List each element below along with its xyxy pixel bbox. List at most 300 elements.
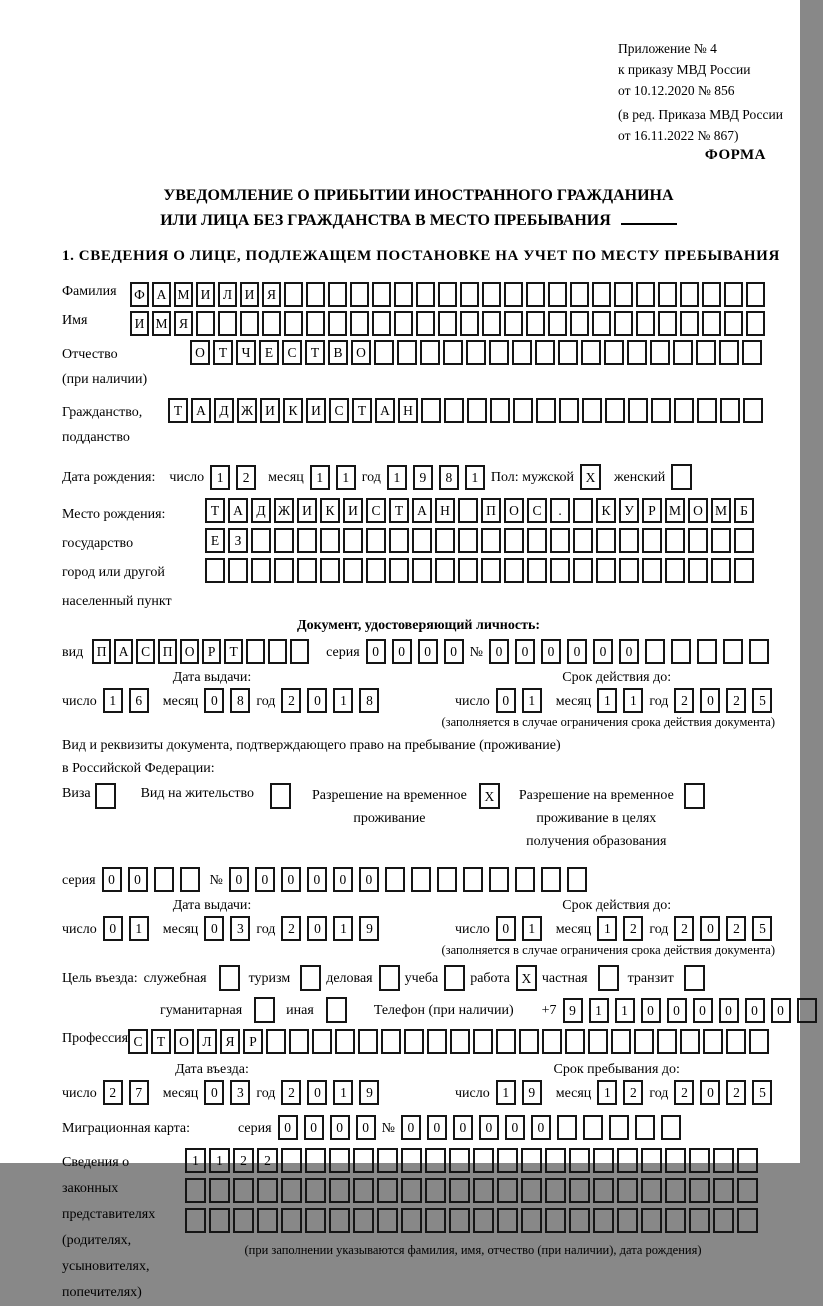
- char-box[interactable]: 0: [541, 639, 561, 664]
- char-box[interactable]: [372, 311, 391, 336]
- char-box[interactable]: Я: [262, 282, 281, 307]
- char-box[interactable]: [284, 311, 303, 336]
- char-box[interactable]: А: [114, 639, 133, 664]
- migration-series-boxes[interactable]: [278, 1115, 382, 1140]
- char-box[interactable]: [592, 282, 611, 307]
- birthplace-boxes-row2[interactable]: [205, 528, 757, 553]
- char-box[interactable]: [460, 311, 479, 336]
- char-box[interactable]: [593, 1148, 614, 1173]
- char-box[interactable]: А: [375, 398, 395, 423]
- char-box[interactable]: [185, 1208, 206, 1233]
- char-box[interactable]: [421, 398, 441, 423]
- char-box[interactable]: О: [688, 498, 708, 523]
- char-box[interactable]: 3: [230, 916, 250, 941]
- char-box[interactable]: [233, 1178, 254, 1203]
- char-box[interactable]: [377, 1178, 398, 1203]
- char-box[interactable]: И: [240, 282, 259, 307]
- purpose-humanitarian-checkbox[interactable]: [254, 997, 278, 1023]
- char-box[interactable]: [657, 1029, 677, 1054]
- char-box[interactable]: 9: [359, 1080, 379, 1105]
- char-box[interactable]: [611, 1029, 631, 1054]
- char-box[interactable]: [366, 558, 386, 583]
- char-box[interactable]: С: [527, 498, 547, 523]
- char-box[interactable]: [596, 558, 616, 583]
- char-box[interactable]: [401, 1208, 422, 1233]
- stay-year-boxes[interactable]: [674, 1080, 778, 1105]
- char-box[interactable]: [305, 1208, 326, 1233]
- char-box[interactable]: [627, 340, 647, 365]
- char-box[interactable]: [95, 783, 116, 809]
- char-box[interactable]: П: [158, 639, 177, 664]
- char-box[interactable]: О: [504, 498, 524, 523]
- char-box[interactable]: [737, 1178, 758, 1203]
- char-box[interactable]: 0: [427, 1115, 447, 1140]
- char-box[interactable]: 1: [129, 916, 149, 941]
- sex-male-checkbox[interactable]: [580, 464, 604, 490]
- purpose-tourism-checkbox[interactable]: [300, 965, 324, 991]
- char-box[interactable]: [526, 282, 545, 307]
- entry-month-boxes[interactable]: [204, 1080, 256, 1105]
- char-box[interactable]: [300, 965, 321, 991]
- char-box[interactable]: 0: [128, 867, 148, 892]
- char-box[interactable]: [281, 1148, 302, 1173]
- char-box[interactable]: И: [343, 498, 363, 523]
- char-box[interactable]: [412, 528, 432, 553]
- char-box[interactable]: [567, 867, 587, 892]
- char-box[interactable]: [320, 558, 340, 583]
- char-box[interactable]: В: [328, 340, 348, 365]
- char-box[interactable]: [268, 639, 287, 664]
- char-box[interactable]: [389, 558, 409, 583]
- char-box[interactable]: [665, 558, 685, 583]
- char-box[interactable]: К: [596, 498, 616, 523]
- char-box[interactable]: 0: [479, 1115, 499, 1140]
- char-box[interactable]: [489, 867, 509, 892]
- char-box[interactable]: [702, 311, 721, 336]
- char-box[interactable]: [545, 1208, 566, 1233]
- char-box[interactable]: [723, 639, 743, 664]
- char-box[interactable]: [290, 639, 309, 664]
- char-box[interactable]: [329, 1148, 350, 1173]
- char-box[interactable]: [443, 340, 463, 365]
- char-box[interactable]: [481, 558, 501, 583]
- purpose-work-checkbox[interactable]: [516, 965, 540, 991]
- char-box[interactable]: 0: [567, 639, 587, 664]
- char-box[interactable]: [389, 528, 409, 553]
- char-box[interactable]: 2: [623, 1080, 643, 1105]
- char-box[interactable]: [444, 965, 465, 991]
- char-box[interactable]: [713, 1178, 734, 1203]
- char-box[interactable]: [420, 340, 440, 365]
- char-box[interactable]: [711, 558, 731, 583]
- char-box[interactable]: [617, 1148, 638, 1173]
- char-box[interactable]: 1: [185, 1148, 206, 1173]
- char-box[interactable]: 1: [333, 688, 353, 713]
- char-box[interactable]: [425, 1208, 446, 1233]
- char-box[interactable]: [343, 558, 363, 583]
- char-box[interactable]: [473, 1208, 494, 1233]
- entry-day-boxes[interactable]: [103, 1080, 155, 1105]
- expiry-day-boxes[interactable]: [496, 688, 548, 713]
- residence-issue-month-boxes[interactable]: [204, 916, 256, 941]
- residence-number-boxes[interactable]: [229, 867, 593, 892]
- char-box[interactable]: [688, 558, 708, 583]
- char-box[interactable]: С: [282, 340, 302, 365]
- char-box[interactable]: 0: [531, 1115, 551, 1140]
- char-box[interactable]: [617, 1208, 638, 1233]
- char-box[interactable]: [460, 282, 479, 307]
- char-box[interactable]: [619, 558, 639, 583]
- char-box[interactable]: 0: [392, 639, 412, 664]
- char-box[interactable]: С: [136, 639, 155, 664]
- char-box[interactable]: X: [479, 783, 500, 809]
- char-box[interactable]: М: [152, 311, 171, 336]
- birthplace-boxes-row3[interactable]: [205, 558, 757, 583]
- char-box[interactable]: [573, 558, 593, 583]
- char-box[interactable]: [458, 558, 478, 583]
- char-box[interactable]: [297, 528, 317, 553]
- char-box[interactable]: [526, 311, 545, 336]
- char-box[interactable]: [573, 498, 593, 523]
- char-box[interactable]: [743, 398, 763, 423]
- char-box[interactable]: [689, 1178, 710, 1203]
- char-box[interactable]: Е: [259, 340, 279, 365]
- char-box[interactable]: [467, 398, 487, 423]
- char-box[interactable]: О: [351, 340, 371, 365]
- char-box[interactable]: 2: [103, 1080, 123, 1105]
- char-box[interactable]: 0: [619, 639, 639, 664]
- char-box[interactable]: [185, 1178, 206, 1203]
- char-box[interactable]: 0: [356, 1115, 376, 1140]
- purpose-business-checkbox[interactable]: [219, 965, 243, 991]
- char-box[interactable]: 1: [597, 688, 617, 713]
- char-box[interactable]: [284, 282, 303, 307]
- char-box[interactable]: [274, 528, 294, 553]
- char-box[interactable]: [548, 282, 567, 307]
- residence-expiry-day-boxes[interactable]: [496, 916, 548, 941]
- char-box[interactable]: [665, 528, 685, 553]
- char-box[interactable]: [270, 783, 291, 809]
- char-box[interactable]: У: [619, 498, 639, 523]
- char-box[interactable]: [251, 528, 271, 553]
- char-box[interactable]: 0: [281, 867, 301, 892]
- char-box[interactable]: 1: [496, 1080, 516, 1105]
- char-box[interactable]: [605, 398, 625, 423]
- char-box[interactable]: [463, 867, 483, 892]
- char-box[interactable]: [401, 1148, 422, 1173]
- char-box[interactable]: 0: [333, 867, 353, 892]
- char-box[interactable]: [437, 867, 457, 892]
- char-box[interactable]: И: [260, 398, 280, 423]
- char-box[interactable]: [458, 528, 478, 553]
- char-box[interactable]: [473, 1148, 494, 1173]
- char-box[interactable]: К: [283, 398, 303, 423]
- char-box[interactable]: [527, 528, 547, 553]
- representatives-boxes-row1[interactable]: [185, 1148, 761, 1173]
- char-box[interactable]: 0: [453, 1115, 473, 1140]
- char-box[interactable]: [665, 1148, 686, 1173]
- char-box[interactable]: [504, 282, 523, 307]
- char-box[interactable]: [504, 311, 523, 336]
- char-box[interactable]: 2: [233, 1148, 254, 1173]
- char-box[interactable]: [251, 558, 271, 583]
- char-box[interactable]: [425, 1148, 446, 1173]
- char-box[interactable]: [473, 1029, 493, 1054]
- char-box[interactable]: [196, 311, 215, 336]
- char-box[interactable]: 9: [563, 998, 583, 1023]
- doc-number-boxes[interactable]: [489, 639, 775, 664]
- char-box[interactable]: Р: [243, 1029, 263, 1054]
- char-box[interactable]: [665, 1178, 686, 1203]
- char-box[interactable]: 0: [593, 639, 613, 664]
- char-box[interactable]: [180, 867, 200, 892]
- char-box[interactable]: [713, 1148, 734, 1173]
- char-box[interactable]: [550, 558, 570, 583]
- char-box[interactable]: [684, 783, 705, 809]
- char-box[interactable]: [688, 528, 708, 553]
- char-box[interactable]: Т: [389, 498, 409, 523]
- char-box[interactable]: [641, 1208, 662, 1233]
- char-box[interactable]: [734, 528, 754, 553]
- char-box[interactable]: [335, 1029, 355, 1054]
- char-box[interactable]: 0: [255, 867, 275, 892]
- char-box[interactable]: [482, 282, 501, 307]
- char-box[interactable]: 0: [719, 998, 739, 1023]
- char-box[interactable]: [570, 311, 589, 336]
- char-box[interactable]: [326, 997, 347, 1023]
- char-box[interactable]: А: [228, 498, 248, 523]
- char-box[interactable]: 0: [330, 1115, 350, 1140]
- char-box[interactable]: П: [481, 498, 501, 523]
- visa-checkbox[interactable]: [95, 783, 119, 809]
- char-box[interactable]: [558, 340, 578, 365]
- char-box[interactable]: [680, 282, 699, 307]
- char-box[interactable]: [749, 639, 769, 664]
- char-box[interactable]: [257, 1208, 278, 1233]
- char-box[interactable]: [689, 1148, 710, 1173]
- char-box[interactable]: [609, 1115, 629, 1140]
- char-box[interactable]: 1: [387, 465, 407, 490]
- char-box[interactable]: С: [366, 498, 386, 523]
- char-box[interactable]: [570, 282, 589, 307]
- expiry-month-boxes[interactable]: [597, 688, 649, 713]
- char-box[interactable]: [416, 311, 435, 336]
- char-box[interactable]: [661, 1115, 681, 1140]
- birth-day-boxes[interactable]: [210, 465, 262, 490]
- char-box[interactable]: 0: [278, 1115, 298, 1140]
- char-box[interactable]: И: [196, 282, 215, 307]
- char-box[interactable]: [614, 311, 633, 336]
- char-box[interactable]: [658, 282, 677, 307]
- char-box[interactable]: О: [190, 340, 210, 365]
- char-box[interactable]: [541, 867, 561, 892]
- char-box[interactable]: [680, 311, 699, 336]
- char-box[interactable]: [642, 558, 662, 583]
- char-box[interactable]: [377, 1148, 398, 1173]
- char-box[interactable]: [320, 528, 340, 553]
- char-box[interactable]: [209, 1208, 230, 1233]
- char-box[interactable]: 9: [413, 465, 433, 490]
- char-box[interactable]: 0: [307, 1080, 327, 1105]
- phone-boxes[interactable]: [563, 998, 823, 1023]
- char-box[interactable]: [689, 1208, 710, 1233]
- char-box[interactable]: [444, 398, 464, 423]
- char-box[interactable]: [515, 867, 535, 892]
- issue-day-boxes[interactable]: [103, 688, 155, 713]
- char-box[interactable]: [711, 528, 731, 553]
- char-box[interactable]: 2: [623, 916, 643, 941]
- char-box[interactable]: [696, 340, 716, 365]
- char-box[interactable]: [719, 340, 739, 365]
- char-box[interactable]: [504, 528, 524, 553]
- char-box[interactable]: [569, 1178, 590, 1203]
- char-box[interactable]: 0: [496, 916, 516, 941]
- issue-month-boxes[interactable]: [204, 688, 256, 713]
- birth-month-boxes[interactable]: [310, 465, 362, 490]
- char-box[interactable]: [521, 1148, 542, 1173]
- char-box[interactable]: [466, 340, 486, 365]
- char-box[interactable]: [374, 340, 394, 365]
- char-box[interactable]: [458, 498, 478, 523]
- char-box[interactable]: 0: [418, 639, 438, 664]
- char-box[interactable]: [297, 558, 317, 583]
- char-box[interactable]: [377, 1208, 398, 1233]
- char-box[interactable]: Е: [205, 528, 225, 553]
- char-box[interactable]: [449, 1148, 470, 1173]
- char-box[interactable]: [617, 1178, 638, 1203]
- char-box[interactable]: 3: [230, 1080, 250, 1105]
- char-box[interactable]: [545, 1178, 566, 1203]
- char-box[interactable]: Н: [435, 498, 455, 523]
- char-box[interactable]: Я: [220, 1029, 240, 1054]
- char-box[interactable]: [749, 1029, 769, 1054]
- char-box[interactable]: [697, 639, 717, 664]
- char-box[interactable]: [394, 282, 413, 307]
- char-box[interactable]: [379, 965, 400, 991]
- char-box[interactable]: [512, 340, 532, 365]
- char-box[interactable]: [703, 1029, 723, 1054]
- char-box[interactable]: [684, 965, 705, 991]
- char-box[interactable]: [583, 1115, 603, 1140]
- entry-year-boxes[interactable]: [281, 1080, 385, 1105]
- char-box[interactable]: 2: [674, 688, 694, 713]
- char-box[interactable]: 5: [752, 1080, 772, 1105]
- char-box[interactable]: Р: [202, 639, 221, 664]
- char-box[interactable]: [726, 1029, 746, 1054]
- char-box[interactable]: Б: [734, 498, 754, 523]
- temp-residence-checkbox[interactable]: [479, 783, 503, 809]
- char-box[interactable]: [588, 1029, 608, 1054]
- char-box[interactable]: Т: [213, 340, 233, 365]
- char-box[interactable]: [650, 340, 670, 365]
- char-box[interactable]: Т: [168, 398, 188, 423]
- char-box[interactable]: [289, 1029, 309, 1054]
- citizenship-boxes[interactable]: [168, 398, 766, 423]
- char-box[interactable]: [449, 1208, 470, 1233]
- char-box[interactable]: [671, 639, 691, 664]
- char-box[interactable]: [425, 1178, 446, 1203]
- purpose-commercial-checkbox[interactable]: [379, 965, 403, 991]
- char-box[interactable]: З: [228, 528, 248, 553]
- char-box[interactable]: Ж: [237, 398, 257, 423]
- char-box[interactable]: [702, 282, 721, 307]
- char-box[interactable]: 0: [204, 1080, 224, 1105]
- char-box[interactable]: 1: [333, 916, 353, 941]
- char-box[interactable]: [645, 639, 665, 664]
- char-box[interactable]: [641, 1148, 662, 1173]
- char-box[interactable]: 1: [210, 465, 230, 490]
- char-box[interactable]: 2: [674, 916, 694, 941]
- char-box[interactable]: [671, 464, 692, 490]
- char-box[interactable]: [329, 1178, 350, 1203]
- char-box[interactable]: [724, 282, 743, 307]
- char-box[interactable]: [641, 1178, 662, 1203]
- char-box[interactable]: 8: [230, 688, 250, 713]
- char-box[interactable]: [438, 282, 457, 307]
- char-box[interactable]: 9: [359, 916, 379, 941]
- char-box[interactable]: 2: [257, 1148, 278, 1173]
- char-box[interactable]: [635, 1115, 655, 1140]
- char-box[interactable]: [746, 311, 765, 336]
- char-box[interactable]: [737, 1148, 758, 1173]
- char-box[interactable]: 0: [489, 639, 509, 664]
- char-box[interactable]: [281, 1208, 302, 1233]
- char-box[interactable]: [604, 340, 624, 365]
- surname-boxes[interactable]: [130, 282, 768, 307]
- char-box[interactable]: 0: [307, 867, 327, 892]
- char-box[interactable]: О: [174, 1029, 194, 1054]
- char-box[interactable]: [596, 528, 616, 553]
- char-box[interactable]: [257, 1178, 278, 1203]
- char-box[interactable]: 2: [281, 1080, 301, 1105]
- char-box[interactable]: X: [580, 464, 601, 490]
- char-box[interactable]: [154, 867, 174, 892]
- char-box[interactable]: [306, 282, 325, 307]
- char-box[interactable]: 1: [615, 998, 635, 1023]
- char-box[interactable]: [397, 340, 417, 365]
- expiry-year-boxes[interactable]: [674, 688, 778, 713]
- char-box[interactable]: [542, 1029, 562, 1054]
- char-box[interactable]: Н: [398, 398, 418, 423]
- residence-expiry-year-boxes[interactable]: [674, 916, 778, 941]
- char-box[interactable]: [742, 340, 762, 365]
- patronymic-boxes[interactable]: [190, 340, 765, 365]
- char-box[interactable]: [450, 1029, 470, 1054]
- char-box[interactable]: А: [412, 498, 432, 523]
- char-box[interactable]: 2: [281, 916, 301, 941]
- char-box[interactable]: [527, 558, 547, 583]
- char-box[interactable]: [636, 282, 655, 307]
- char-box[interactable]: И: [306, 398, 326, 423]
- residence-issue-year-boxes[interactable]: [281, 916, 385, 941]
- char-box[interactable]: 0: [103, 916, 123, 941]
- char-box[interactable]: [497, 1178, 518, 1203]
- char-box[interactable]: [548, 311, 567, 336]
- char-box[interactable]: 0: [102, 867, 122, 892]
- char-box[interactable]: [559, 398, 579, 423]
- char-box[interactable]: [593, 1208, 614, 1233]
- char-box[interactable]: [582, 398, 602, 423]
- char-box[interactable]: [521, 1178, 542, 1203]
- char-box[interactable]: [254, 997, 275, 1023]
- doc-series-boxes[interactable]: [366, 639, 470, 664]
- char-box[interactable]: [797, 998, 817, 1023]
- char-box[interactable]: 2: [726, 916, 746, 941]
- char-box[interactable]: С: [128, 1029, 148, 1054]
- char-box[interactable]: [697, 398, 717, 423]
- char-box[interactable]: [550, 528, 570, 553]
- char-box[interactable]: 2: [674, 1080, 694, 1105]
